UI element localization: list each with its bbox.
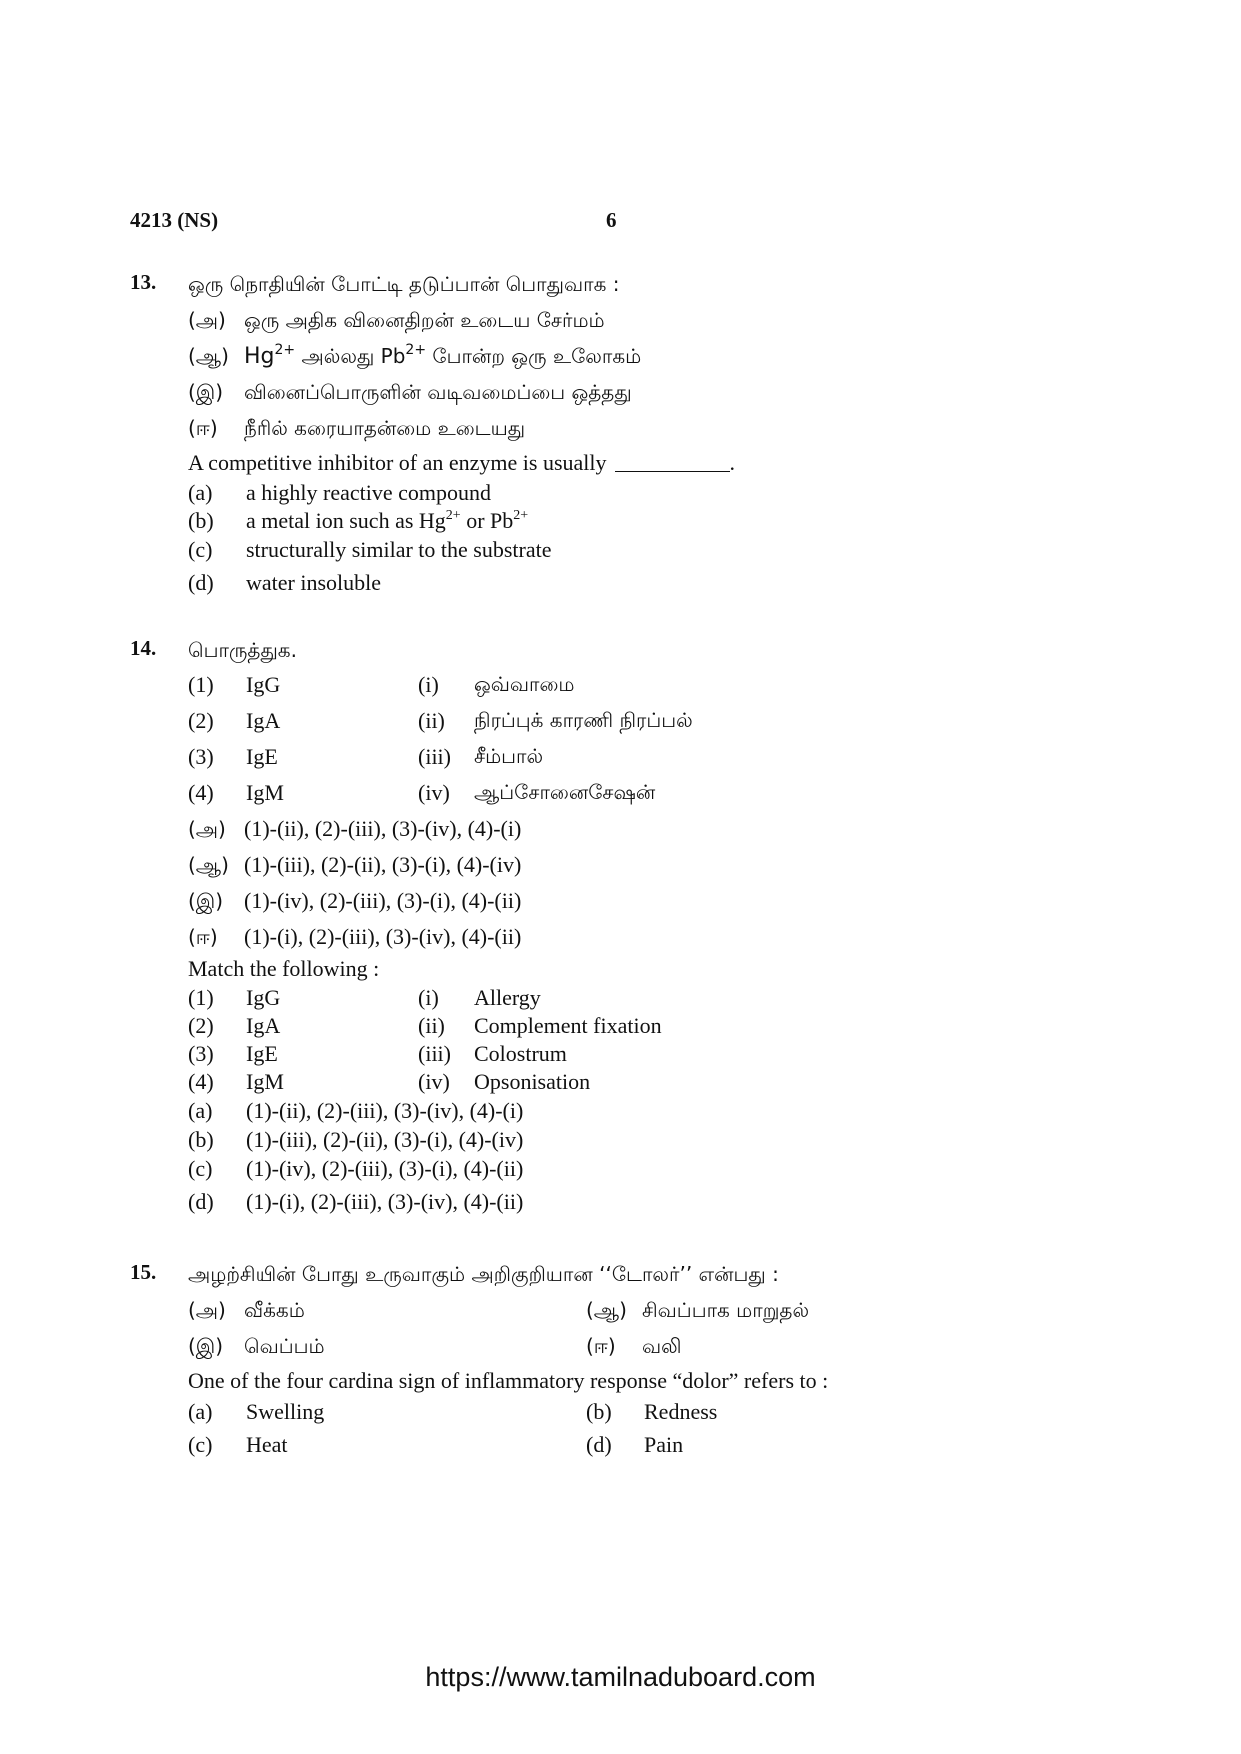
question-13-tamil-option-b: (ஆ) $Hg^{2+}$ அல்லது $Pb^{2+}$ போன்ற ஒரு உலோகம் — [188, 342, 642, 369]
page-number: 6 — [606, 208, 617, 232]
question-15-tamil-options-row-1: (அ) வீக்கம் (ஆ) சிவப்பாக மாறுதல் — [188, 1298, 810, 1322]
question-14-tamil-pair-2: (2) IgA (ii) நிரப்புக் காரணி நிரப்பல் — [188, 708, 693, 733]
question-13-number: 13. — [130, 270, 157, 294]
question-13-tamil-stem: ஒரு நொதியின் போட்டி தடுப்பான் பொதுவாக : — [188, 272, 620, 296]
question-14-tamil-pair-3: (3) IgE (iii) சீம்பால் — [188, 744, 544, 769]
question-13-english-option-c: (c) structurally similar to the substrate — [188, 537, 552, 562]
question-14-english-pair-2: (2) IgA (ii) Complement fixation — [188, 1013, 662, 1038]
question-14-english-option-d: (d) (1)-(i), (2)-(iii), (3)-(iv), (4)-(ii) — [188, 1189, 524, 1214]
question-15-english-options-row-2: (c) Heat (d) Pain — [188, 1432, 684, 1457]
question-14-english-pair-3: (3) IgE (iii) Colostrum — [188, 1041, 567, 1066]
question-14-english-option-b: (b) (1)-(iii), (2)-(ii), (3)-(i), (4)-(iv) — [188, 1127, 524, 1152]
question-15-tamil-options-row-2: (இ) வெப்பம் (ஈ) வலி — [188, 1334, 682, 1358]
question-14-english-pair-1: (1) IgG (i) Allergy — [188, 985, 541, 1010]
question-14-tamil-pair-1: (1) IgG (i) ஒவ்வாமை — [188, 672, 575, 697]
question-14-tamil-option-d: (ஈ) (1)-(i), (2)-(iii), (3)-(iv), (4)-(ii) — [188, 924, 522, 949]
question-13-tamil-option-c: (இ) வினைப்பொருளின் வடிவமைப்பை ஒத்தது — [188, 380, 632, 404]
question-14-tamil-pair-4: (4) IgM (iv) ஆப்சோனைசேஷன் — [188, 780, 656, 805]
question-14-tamil-stem: பொருத்துக. — [188, 638, 297, 662]
question-14-tamil-option-c: (இ) (1)-(iv), (2)-(iii), (3)-(i), (4)-(ii) — [188, 888, 522, 913]
answer-blank — [615, 471, 730, 472]
question-13-tamil-option-a: (அ) ஒரு அதிக வினைதிறன் உடைய சேர்மம் — [188, 308, 605, 332]
question-15-number: 15. — [130, 1260, 157, 1284]
question-13-english-option-b: (b) a metal ion such as $Hg^{2+}$ or $Pb^{2+}$ — [188, 508, 529, 533]
question-14-number: 14. — [130, 636, 157, 660]
question-14-english-stem: Match the following : — [188, 956, 380, 981]
question-15-english-stem: One of the four cardina sign of inflammatory response “dolor” refers to : — [188, 1368, 829, 1393]
footer-url-watermark: https://www.tamilnaduboard.com — [425, 1662, 816, 1692]
question-14-english-option-a: (a) (1)-(ii), (2)-(iii), (3)-(iv), (4)-(i) — [188, 1098, 524, 1123]
question-14-tamil-option-b: (ஆ) (1)-(iii), (2)-(ii), (3)-(i), (4)-(iv) — [188, 852, 522, 877]
question-14-tamil-option-a: (அ) (1)-(ii), (2)-(iii), (3)-(iv), (4)-(i) — [188, 816, 522, 841]
question-13-english-option-a: (a) a highly reactive compound — [188, 480, 491, 505]
question-14-english-pair-4: (4) IgM (iv) Opsonisation — [188, 1069, 591, 1094]
question-15-english-options-row-1: (a) Swelling (b) Redness — [188, 1399, 718, 1424]
question-paper-code: 4213 (NS) — [130, 208, 219, 232]
question-15-tamil-stem: அழற்சியின் போது உருவாகும் அறிகுறியான ‘‘டோலர்’’ என்பது : — [188, 1262, 779, 1286]
question-14-english-option-c: (c) (1)-(iv), (2)-(iii), (3)-(i), (4)-(ii) — [188, 1156, 524, 1181]
question-13-english-option-d: (d) water insoluble — [188, 570, 382, 595]
question-13-english-stem: A competitive inhibitor of an enzyme is usually . — [188, 450, 736, 475]
question-13-tamil-option-d: (ஈ) நீரில் கரையாதன்மை உடையது — [188, 416, 526, 440]
